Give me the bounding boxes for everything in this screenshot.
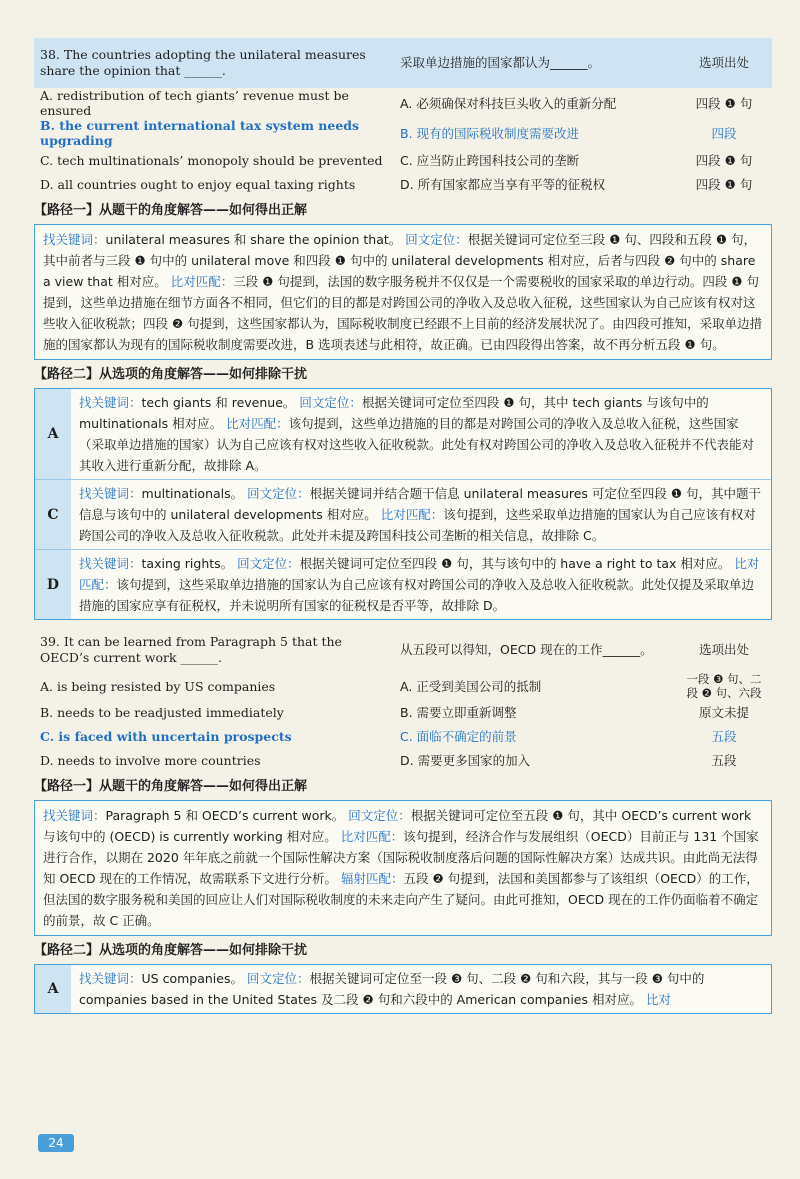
option-en: C. is faced with uncertain prospects (40, 728, 292, 744)
q39-table (34, 628, 772, 772)
match-label: 比对匹配： (226, 416, 289, 431)
q39-option-row (34, 748, 772, 772)
radiate-label: 辐射匹配： (341, 871, 404, 886)
match-label: 比对匹配： (79, 556, 760, 592)
page-content (34, 38, 772, 1014)
option-en: A. redistribution of tech giants’ revenue must be ensured (40, 88, 349, 118)
q38-option-row (34, 172, 772, 196)
locate-label: 回文定位： (348, 808, 411, 823)
radiate-text: 五段 ❷ 句提到，法国和美国都参与了该组织（OECD）的工作，但法国的数字服务税和美国的回应让人们对国际税收制度的未来走向产生了疑问。由此可推知，OECD 现在的工作仍面临着不确定的前景，故 C 正确。 (43, 871, 759, 928)
q39-path1-box (34, 800, 772, 936)
option-analysis-row (35, 965, 771, 1013)
option-cn: C. 应当防止跨国科技公司的垄断 (400, 153, 580, 168)
match-text: 三段 ❶ 句提到，法国的数字服务税并不仅仅是一个需要税收的国家采取的单边行动。四段 ❶ 句提到，这些单边措施在细节方面各不相同，但它们的目的都是对跨国公司的净收入及总收入征税，这些国家认为自己应该有权对这些收入征收税款；四段 ❷ 句提到，这些国家都认为，国际税收制度已经跟不上目前的经济发展状况了。由四段可推知，采取单边措施的国家都认为现有的国际税收制度需要改进，B 选项表述与此相符，故正确。已由四段得出答案，故不再分析五段 ❶ 句。 (43, 274, 763, 352)
q39-option-row-correct (34, 724, 772, 748)
option-en: A. is being resisted by US companies (40, 678, 276, 694)
q38-path2-box (34, 388, 772, 620)
q38-option-row (34, 88, 772, 118)
keyword-text: US companies。 (141, 971, 243, 986)
q39-path1-title: 【路径一】从题干的角度解答——如何得出正解 (34, 779, 308, 794)
match-text: 该句提到，经济合作与发展组织（OECD）目前正与 131 个国家进行合作，以期在 2020 年年底之前就一个国际性解决方案（国际税收制度落后问题的国际性解决方案）达成共识。由此尚无法得知 OECD 现在的工作情况，故需联系下文进行分析。 (43, 829, 759, 886)
locate-label: 回文定位： (405, 232, 468, 247)
option-source: 原文未提 (698, 705, 749, 720)
option-analysis (71, 389, 771, 479)
option-analysis (71, 550, 771, 619)
option-cn: D. 需要更多国家的加入 (400, 753, 531, 768)
keyword-text: taxing rights。 (141, 556, 234, 571)
page-number: 24 (38, 1134, 74, 1152)
locate-text: 根据关键词可定位至一段 ❸ 句、二段 ❷ 句和六段，其与一段 ❸ 句中的 companies based in the United States 及二段 ❷ 句和六段中的 American companies 相对应。 (79, 971, 705, 1007)
option-source: 五段 (711, 753, 737, 768)
option-analysis-row (35, 480, 771, 550)
keyword-text: Paragraph 5 和 OECD’s current work。 (105, 808, 345, 823)
option-source: 五段 (711, 729, 737, 744)
q39-path2-box (34, 964, 772, 1014)
match-text: 该句提到，这些采取单边措施的国家认为自己应该有权对跨国公司的净收入及总收入征收税款。此处并未提及跨国科技公司垄断的相关信息，故排除 C。 (79, 507, 756, 543)
keyword-label: 找关键词： (79, 395, 142, 410)
locate-label: 回文定位： (247, 486, 310, 501)
option-cn: D. 所有国家都应当享有平等的征税权 (400, 177, 606, 192)
keyword-label: 找关键词： (43, 232, 106, 247)
option-cn: A. 正受到美国公司的抵制 (400, 679, 542, 694)
locate-text: 根据关键词可定位至三段 ❶ 句、四段和五段 ❶ 句，其中前者与三段 ❶ 句中的 unilateral move 和四段 ❶ 句中的 unilateral developments 相对应，后者与四段 ❷ 句中的 share a view that 相对应。 (43, 232, 757, 289)
option-en: C. tech multinationals’ monopoly should be prevented (40, 152, 383, 168)
option-en: D. all countries ought to enjoy equal taxing rights (40, 176, 356, 192)
q39-option-row (34, 672, 772, 700)
option-cn: B. 需要立即重新调整 (400, 705, 517, 720)
match-text: 该句提到，这些单边措施的目的都是对跨国公司的净收入及总收入征税，这些国家（采取单边措施的国家）认为自己应该有权对这些收入征收税款。此处有权对跨国公司的净收入及总收入征税并不代表能对其收入进行重新分配，故排除 A。 (79, 416, 755, 473)
q39-option-row (34, 700, 772, 724)
locate-label: 回文定位： (299, 395, 362, 410)
q38-path2-title: 【路径二】从选项的角度解答——如何排除干扰 (34, 367, 308, 382)
option-analysis (71, 480, 771, 549)
q39-source-header: 选项出处 (698, 642, 749, 657)
q38-option-row-correct (34, 118, 772, 148)
match-label: 比对匹配： (340, 829, 404, 844)
option-analysis (71, 965, 771, 1013)
keyword-text: tech giants 和 revenue。 (141, 395, 296, 410)
locate-label: 回文定位： (237, 556, 300, 571)
keyword-label: 找关键词： (79, 486, 142, 501)
option-letter: D (35, 550, 71, 619)
q38-stem-cn: 采取单边措施的国家都认为______。 (394, 38, 676, 88)
option-source: 四段 ❶ 句 (695, 177, 753, 192)
match-label: 比对匹配： (170, 274, 234, 289)
option-source: 四段 ❶ 句 (695, 153, 753, 168)
locate-text: 根据关键词可定位至五段 ❶ 句，其中 OECD’s current work 与该句中的 (OECD) is currently working 相对应。 (43, 808, 752, 844)
q38-path1-title: 【路径一】从题干的角度解答——如何得出正解 (34, 203, 308, 218)
option-en: B. needs to be readjusted immediately (40, 704, 284, 720)
option-source: 四段 (711, 126, 737, 141)
q39-stem-en: 39. It can be learned from Paragraph 5 that the OECD’s current work ______. (40, 634, 342, 665)
locate-text: 根据关键词可定位至四段 ❶ 句，其与该句中的 have a right to tax 相对应。 (299, 556, 731, 571)
option-source: 四段 ❶ 句 (695, 96, 753, 111)
q38-source-header: 选项出处 (676, 38, 772, 88)
q38-path1-box (34, 224, 772, 360)
match-label: 比对 (645, 992, 671, 1007)
match-label: 比对匹配： (380, 507, 444, 522)
option-analysis-row (35, 550, 771, 619)
keyword-text: unilateral measures 和 share the opinion that。 (105, 232, 402, 247)
q39-path2-title: 【路径二】从选项的角度解答——如何排除干扰 (34, 943, 308, 958)
option-letter: A (35, 389, 71, 479)
option-letter: C (35, 480, 71, 549)
keyword-text: multinationals。 (141, 486, 244, 501)
option-analysis-row (35, 389, 771, 480)
keyword-label: 找关键词： (79, 556, 142, 571)
option-cn: B. 现有的国际税收制度需要改进 (400, 126, 580, 141)
option-letter: A (35, 965, 71, 1013)
option-cn: A. 必须确保对科技巨头收入的重新分配 (400, 96, 617, 111)
option-en: D. needs to involve more countries (40, 752, 261, 768)
match-text: 该句提到，这些采取单边措施的国家认为自己应该有权对跨国公司的净收入及总收入征收税款。此处仅提及采取单边措施的国家应享有征税权，并未说明所有国家的征税权是否平等，故排除 D。 (79, 577, 755, 613)
q38-option-row (34, 148, 772, 172)
keyword-label: 找关键词： (43, 808, 106, 823)
option-cn: C. 面临不确定的前景 (400, 729, 517, 744)
q38-stem-en: 38. The countries adopting the unilateral measures share the opinion that ______. (34, 38, 394, 88)
option-en: B. the current international tax system needs upgrading (40, 118, 360, 148)
locate-text: 根据关键词并结合题干信息 unilateral measures 可定位至四段 ❶ 句，其中题干信息与该句中的 unilateral developments 相对应。 (79, 486, 762, 522)
locate-text: 根据关键词可定位至四段 ❶ 句，其中 tech giants 与该句中的 multinationals 相对应。 (79, 395, 709, 431)
q38-table (34, 38, 772, 196)
q39-stem-cn: 从五段可以得知，OECD 现在的工作______。 (400, 642, 653, 657)
keyword-label: 找关键词： (79, 971, 142, 986)
locate-label: 回文定位： (246, 971, 310, 986)
option-source: 一段 ❸ 句、二段 ❷ 句、六段 (686, 672, 762, 700)
